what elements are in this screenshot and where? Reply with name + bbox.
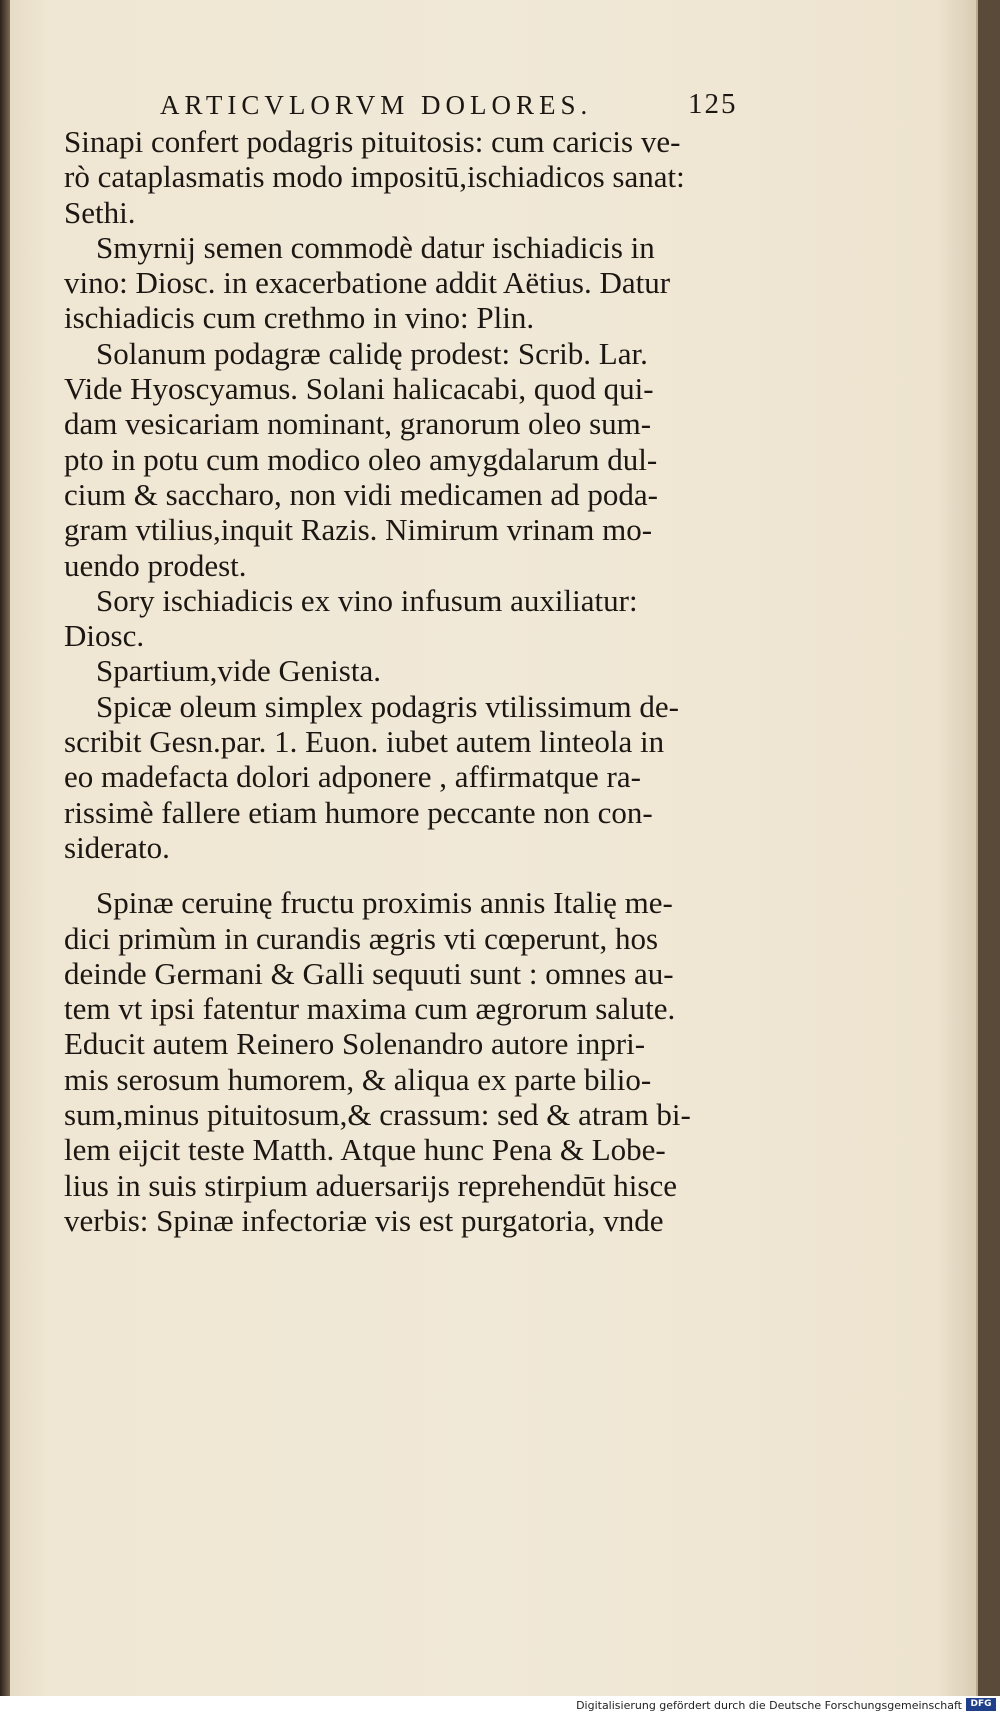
text-line: Sethi. [64,194,136,230]
text-line: cium & saccharo, non vidi medicamen ad poda- [64,476,658,512]
text-line: mis serosum humorem, & aliqua ex parte bilio- [64,1061,652,1097]
book-spine-edge [0,0,10,1696]
text-line: eo madefacta dolori adponere , affirmatque ra- [64,759,641,795]
text-line: Sory ischiadicis ex vino infusum auxiliatur: [96,582,638,618]
dfg-logo: DFG [966,1698,996,1711]
text-line: deinde Germani & Galli sequuti sunt : omnes au- [64,955,674,991]
running-title: ARTICVLORVM DOLORES. [160,90,593,120]
paragraph-gap [64,865,764,885]
text-line: Educit autem Reinero Solenandro autore inpri- [64,1026,646,1062]
text-line: scribit Gesn.par. 1. Euon. iubet autem linteola in [64,724,665,760]
text-line: vino: Diosc. in exacerbatione addit Aëtius. Datur [64,265,671,301]
page-number: 125 [688,88,738,120]
text-line: lem eijcit teste Matth. Atque hunc Pena & Lobe- [64,1132,666,1168]
text-line: rò cataplasmatis modo impositū,ischiadicos sanat: [64,159,685,195]
text-line: Smyrnij semen commodè datur ischiadicis in [96,229,655,265]
text-line: uendo prodest. [64,547,247,583]
text-line: Solanum podagræ calidę prodest: Scrib. Lar. [96,335,648,371]
text-line: pto in potu cum modico oleo amygdalarum dul- [64,441,658,477]
text-line: verbis: Spinæ infectoriæ vis est purgatoria, vnde [64,1202,664,1238]
page-body-text [64,124,764,1238]
text-line: lius in suis stirpium aduersarijs reprehendūt hisce [64,1167,677,1203]
text-line: gram vtilius,inquit Razis. Nimirum vrinam mo- [64,512,653,548]
text-line: dici primùm in curandis ægris vti cœperunt, hos [64,920,659,956]
text-line: Vide Hyoscyamus. Solani halicacabi, quod qui- [64,371,654,407]
text-line: Sinapi confert podagris pituitosis: cum caricis ve- [64,124,681,159]
text-line: ischiadicis cum crethmo in vino: Plin. [64,300,535,336]
funding-credit: Digitalisierung gefördert durch die Deutsche Forschungsgemeinschaft [576,1699,962,1712]
text-line: Diosc. [64,618,145,654]
text-line: Spicæ oleum simplex podagris vtilissimum de- [96,688,679,724]
text-line: dam vesicariam nominant, granorum oleo sum- [64,406,652,442]
text-line: rissimè fallere etiam humore peccante non con- [64,794,653,830]
text-line: sum,minus pituitosum,& crassum: sed & atram bi- [64,1097,691,1133]
text-line: tem vt ipsi fatentur maxima cum ægrorum salute. [64,991,676,1027]
text-line: siderato. [64,829,170,865]
text-line: Spartium,vide Genista. [96,653,381,689]
text-line: Spinæ ceruinę fructu proximis annis Italię me- [96,885,673,921]
